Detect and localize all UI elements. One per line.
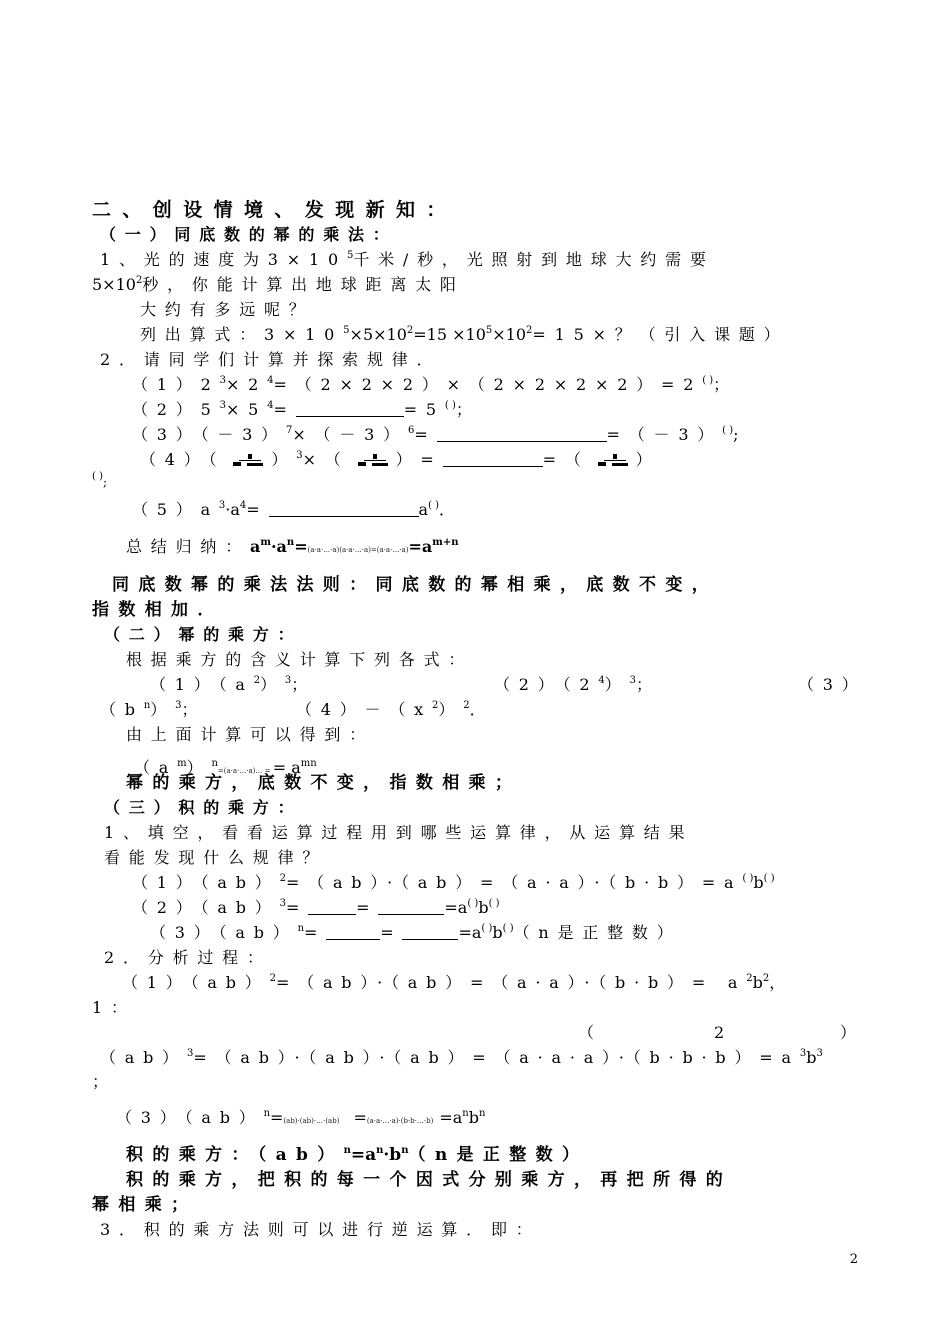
analysis-2: $(ab)^3=(ab)\cdot(ab)\cdot(ab)=(a\cdot a\cdot a)\cdot(b\cdot b\cdot b)=a^3b^3$ — [100, 1048, 823, 1067]
part3-question-3: 3．积的乘方法则可以进行逆运算．即： — [100, 1220, 541, 1239]
answer-blank[interactable] — [326, 924, 380, 940]
part1-heading: （一）同底数的幂的乘法： — [100, 225, 398, 244]
fraction-glyph — [590, 452, 636, 468]
part3-fill-2: （2）（ab）$^3$= = =a( )b( ) — [132, 898, 500, 917]
exercise-2-3: $(3)(-3)^7\times(-3)^6= =(-3)^{( )}$; — [132, 425, 748, 444]
exercise-2-4: （4）（ ）$^3$×（ ）= =（ ） — [140, 450, 661, 469]
analysis-2-label: （ 2 ） — [578, 1023, 857, 1042]
part2-derive: 由上面计算可以得到： — [126, 725, 375, 744]
analysis-1: $(1)(ab)^2=(ab)\cdot(ab)=(a\cdot a)\cdot(b\cdot b)= a^2b^2$， — [122, 973, 795, 992]
exercise-2-1: $(1)2^3\times 2^4=(2\times 2\times 2)\times(2\times 2\times 2\times 2)=2^{( )}$； — [132, 375, 738, 394]
question-1-line1: 1、光的速度为$3\times 10^5$千米/秒，光照射到地球大约需要 — [100, 250, 715, 269]
rule-multiplication: 同底数幂的乘法法则：同底数的幂相乘，底数不变， — [112, 575, 719, 595]
answer-blank[interactable] — [308, 899, 356, 915]
part2-intro: 根据乘方的含义计算下列各式： — [126, 650, 474, 669]
answer-blank[interactable] — [437, 426, 607, 442]
part3-fill-1: （1）（ab）$^2$=（ab）·（ab）=（a·a）·（b·b）=a( )b( ) — [132, 873, 775, 892]
exercise-2-2: $(2)5^3\times 5^4= =5^{( )}$； — [132, 400, 481, 419]
part2-exercise-2: $(2)(2^4)^3$； — [494, 675, 661, 694]
section-title: 二、创设情境、发现新知： — [92, 199, 457, 221]
answer-blank[interactable] — [296, 401, 404, 417]
exercise-2-4-tail: ( ); — [92, 471, 114, 489]
analysis-1-tail: 1： — [92, 998, 136, 1017]
exercise-2-5: $(5)a^3\cdot a^4= a^{( )}$． — [132, 500, 464, 519]
part2-exercise-4: $(4)-(x^2)^2$． — [296, 700, 495, 719]
part3-question-2: 2．分析过程： — [104, 948, 272, 967]
analysis-3: （3）（ab）$^n$=(ab)·(ab)·…·(ab) =(a·a·…·a)·(b·b·…·b) $=a^nb^n$ — [116, 1108, 486, 1127]
answer-blank[interactable] — [443, 451, 543, 467]
fraction-glyph — [350, 452, 396, 468]
rule-power-of-power: 幂的乘方，底数不变，指数相乘； — [126, 773, 522, 793]
formula-expansion: =(a·a·…·a)… = — [217, 767, 273, 775]
question-1-line2: $5\times 10^2$秒，你能计算出地球距离太阳 — [92, 275, 465, 294]
page-number: 2 — [849, 1252, 858, 1267]
part3-fill-3: （3）（ab）$^n$= = =a( )b( )（n是正整数） — [150, 923, 682, 942]
product-power-law: 积的乘方：$(ab)^n=a^n\cdot b^n(n$是正整数） — [126, 1145, 589, 1165]
question-1-line3: 大约有多远呢？ — [140, 300, 314, 319]
answer-blank[interactable] — [269, 501, 419, 517]
part3-heading: （三）积的乘方： — [104, 798, 303, 817]
analysis-3-expansion-2: (a·a·…·a)·(b·b·…·b) — [366, 1117, 434, 1125]
part3-question-1-cont: 看能发现什么规律？ — [104, 848, 328, 867]
question-2-prompt: 2．请同学们计算并探索规律． — [100, 350, 442, 369]
question-1-expression: 列出算式：$3\times 10^5\times 5\times 10^2=15 \times 10^5\times 10^2=15\times$？（引入课题） — [140, 325, 789, 344]
rule-multiplication-cont: 指数相加． — [92, 600, 224, 620]
analysis-2-tail: ； — [92, 1072, 117, 1091]
answer-blank[interactable] — [402, 924, 458, 940]
part2-exercise-3: $(b^n)^3$； — [100, 700, 207, 719]
part3-question-1: 1、填空，看看运算过程用到哪些运算律，从运算结果 — [104, 823, 694, 842]
fraction-glyph — [225, 452, 271, 468]
rule-product-power: 积的乘方，把积的每一个因式分别乘方，再把所得的 — [126, 1170, 733, 1190]
summary-line: 总结归纳：$a^m\cdot a^n=(a\cdot a\cdot\dots\cdot a)(a\cdot a\cdot\dots\cdot a)=(a\cdot a\cdot\dots\cdot a)=a^{m+n}$ — [126, 537, 459, 556]
part2-exercise-1: $(1)(a^2)^3$； — [150, 675, 317, 694]
part2-exercise-3-label: （3） — [798, 675, 867, 694]
rule-product-power-cont: 幂相乘； — [92, 1195, 198, 1215]
part2-heading: （二）幂的乘方： — [104, 625, 303, 644]
power-of-power-formula: $(a^m)^n=(a\cdot a\cdot\dots\cdot a)\dots$ = = $a^{mn}$ — [134, 758, 317, 777]
analysis-3-expansion-1: (ab)·(ab)·…·(ab) — [283, 1117, 340, 1125]
summary-expansion: (a·a·…·a)(a·a·…·a)=(a·a·…·a) — [307, 546, 409, 554]
answer-blank[interactable] — [378, 899, 444, 915]
